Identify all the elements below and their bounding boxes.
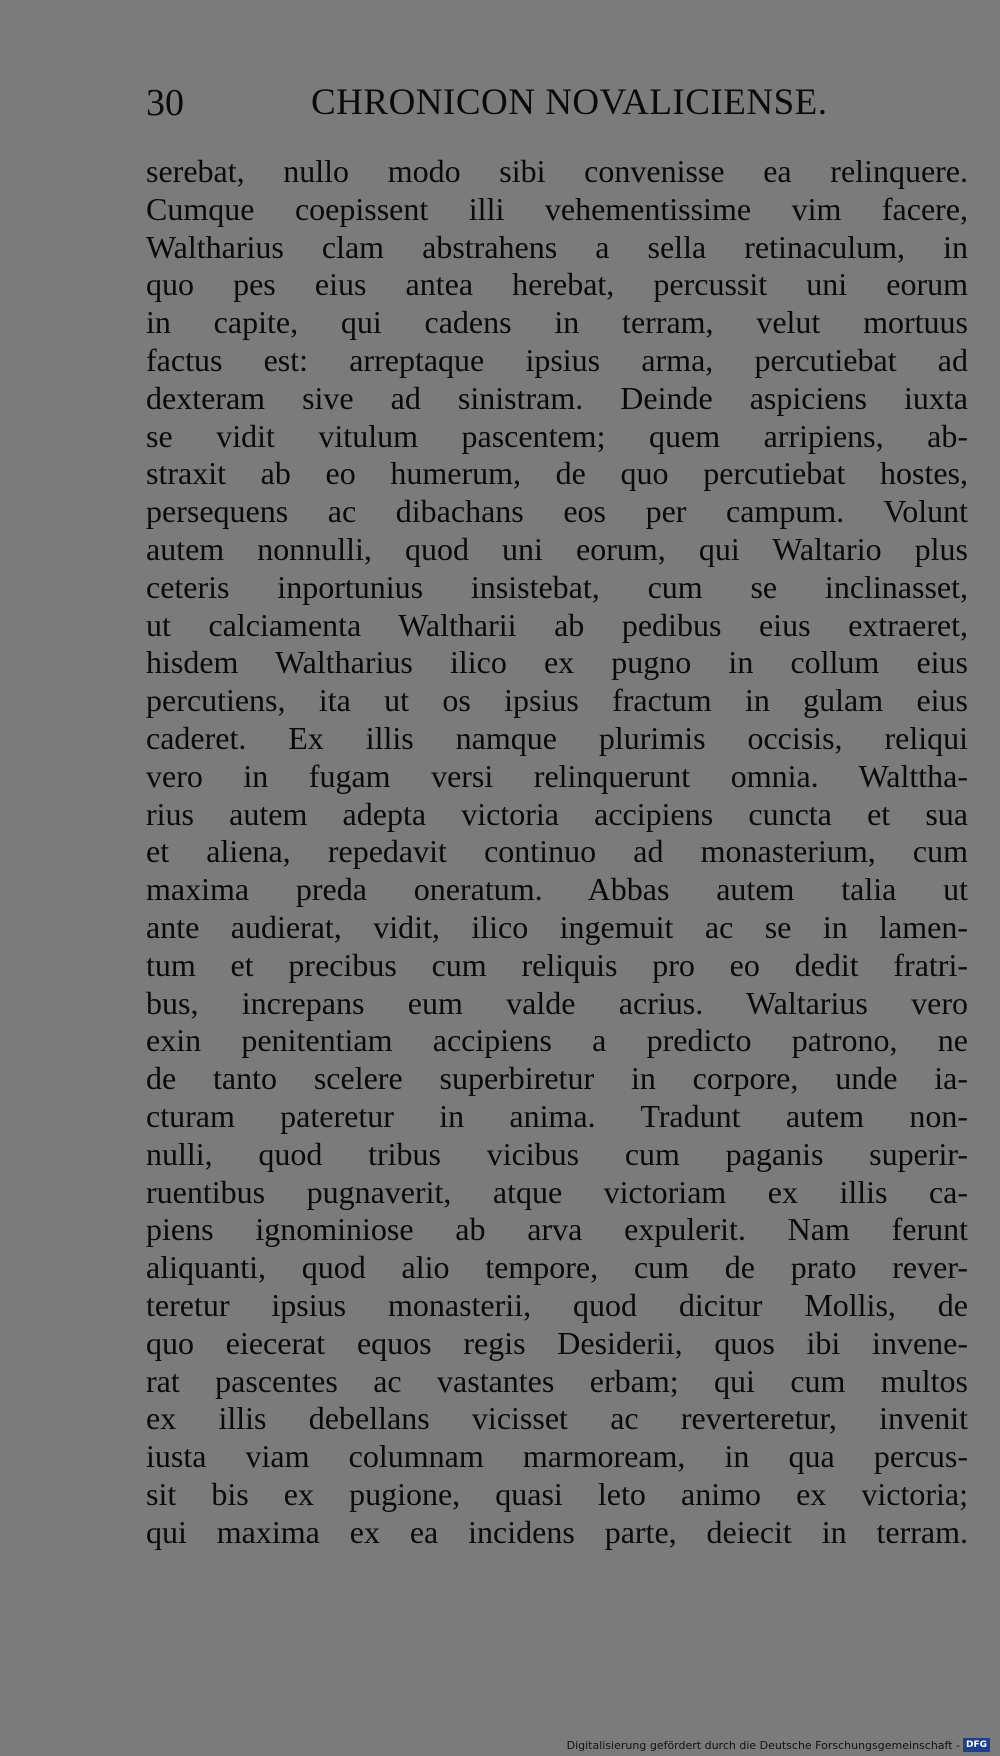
- text-line: Waltharius clam abstrahens a sella retinaculum, in: [146, 228, 968, 265]
- credit-text: Digitalisierung gefördert durch die Deutsche Forschungsgemeinschaft -: [566, 1738, 960, 1752]
- text-line: nulli, quod tribus vicibus cum paganis superir-: [146, 1135, 968, 1172]
- text-line: et aliena, repedavit continuo ad monasterium, cum: [146, 833, 968, 870]
- text-line: factus est: arreptaque ipsius arma, percutiebat ad: [146, 341, 968, 378]
- text-line: se vidit vitulum pascentem; quem arripiens, ab-: [146, 417, 968, 454]
- text-line: quo eiecerat equos regis Desiderii, quos ibi invene-: [146, 1324, 968, 1361]
- text-line: caderet. Ex illis namque plurimis occisis, reliqui: [146, 719, 968, 756]
- text-line: ex illis debellans vicisset ac reverteretur, invenit: [146, 1400, 968, 1437]
- running-title: CHRONICON NOVALICIENSE.: [311, 82, 828, 123]
- text-line: vero in fugam versi relinquerunt omnia. Walttha-: [146, 757, 968, 794]
- page-header: [146, 78, 966, 128]
- text-line: straxit ab eo humerum, de quo percutiebat hostes,: [146, 455, 968, 492]
- text-line: tum et precibus cum reliquis pro eo dedit fratri-: [146, 946, 968, 983]
- text-line: iusta viam columnam marmoream, in qua percus-: [146, 1438, 968, 1475]
- text-line: serebat, nullo modo sibi convenisse ea relinquere.: [146, 153, 968, 189]
- text-line: qui maxima ex ea incidens parte, deiecit in terram.: [146, 1513, 968, 1550]
- text-line: ruentibus pugnaverit, atque victoriam ex illis ca-: [146, 1173, 968, 1210]
- text-line: rius autem adepta victoria accipiens cuncta et sua: [146, 795, 968, 832]
- text-line: ceteris inportunius insistebat, cum se inclinasset,: [146, 568, 968, 605]
- text-line: persequens ac dibachans eos per campum. Volunt: [146, 493, 968, 530]
- text-line: in capite, qui cadens in terram, velut mortuus: [146, 304, 968, 341]
- text-line: ante audierat, vidit, ilico ingemuit ac se in lamen-: [146, 908, 968, 945]
- text-line: cturam pateretur in anima. Tradunt autem non-: [146, 1097, 968, 1134]
- text-line: piens ignominiose ab arva expulerit. Nam ferunt: [146, 1211, 968, 1248]
- text-line: maxima preda oneratum. Abbas autem talia ut: [146, 871, 968, 908]
- text-line: autem nonnulli, quod uni eorum, qui Waltario plus: [146, 530, 968, 567]
- text-line: bus, increpans eum valde acrius. Waltarius vero: [146, 984, 968, 1021]
- digitization-credit: [567, 1738, 990, 1752]
- body-text: [146, 153, 968, 1551]
- page-number: 30: [146, 82, 184, 124]
- text-line: ut calciamenta Waltharii ab pedibus eius extraeret,: [146, 606, 968, 643]
- text-line: quo pes eius antea herebat, percussit uni eorum: [146, 266, 968, 303]
- text-line: sit bis ex pugione, quasi leto animo ex victoria;: [146, 1475, 968, 1512]
- text-line: aliquanti, quod alio tempore, cum de prato rever-: [146, 1249, 968, 1286]
- text-line: percutiens, ita ut os ipsius fractum in gulam eius: [146, 682, 968, 719]
- text-line: Cumque coepissent illi vehementissime vim facere,: [146, 190, 968, 227]
- text-line: dexteram sive ad sinistram. Deinde aspiciens iuxta: [146, 379, 968, 416]
- text-line: hisdem Waltharius ilico ex pugno in collum eius: [146, 644, 968, 681]
- text-line: exin penitentiam accipiens a predicto patrono, ne: [146, 1022, 968, 1059]
- text-line: de tanto scelere superbiretur in corpore, unde ia-: [146, 1060, 968, 1097]
- dfg-logo: DFG: [963, 1738, 990, 1752]
- text-line: rat pascentes ac vastantes erbam; qui cum multos: [146, 1362, 968, 1399]
- text-line: teretur ipsius monasterii, quod dicitur Mollis, de: [146, 1286, 968, 1323]
